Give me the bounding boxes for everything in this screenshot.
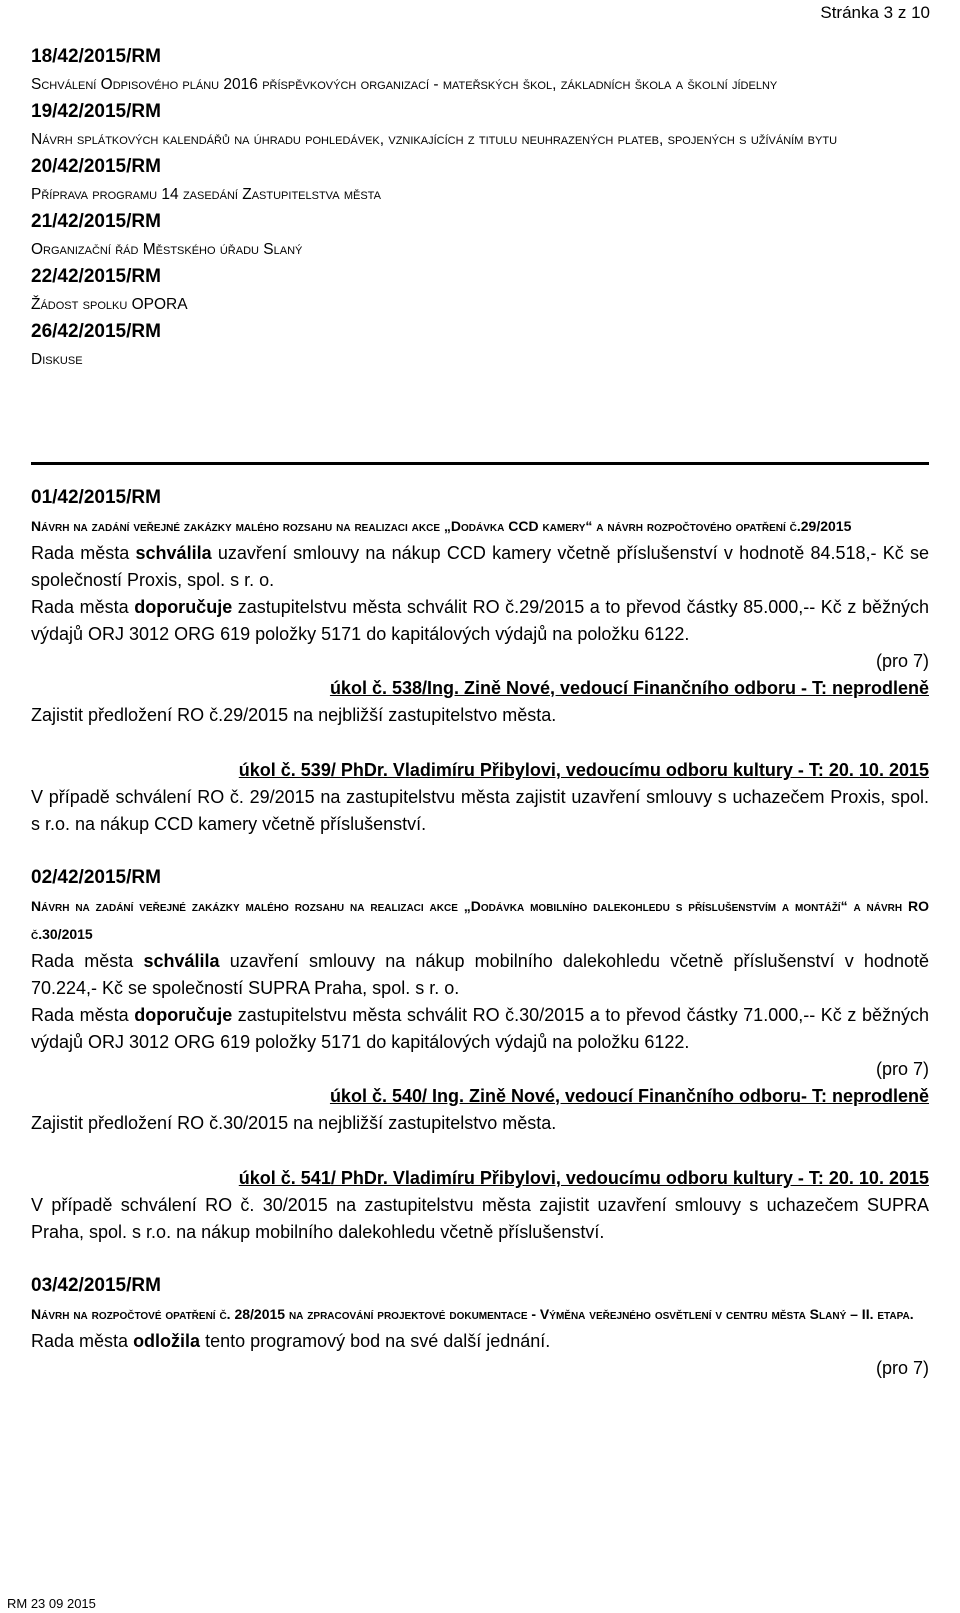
- text-span: zastupitelstvu města schválit RO č.30/2015 a to převod částky 71.000,-- Kč z běžných výdajů ORJ 3012 ORG 619 položky 5171 do kapitálových výdajů na položku 6122.: [31, 1005, 929, 1052]
- agenda-code: 21/42/2015/RM: [31, 211, 161, 232]
- decision-verb: doporučuje: [134, 597, 233, 617]
- decision-verb: schválila: [135, 543, 212, 563]
- text-span: Rada města: [31, 951, 144, 971]
- agenda-code: 26/42/2015/RM: [31, 321, 161, 342]
- text-span: Rada města: [31, 1005, 135, 1025]
- agenda-item: [31, 318, 929, 373]
- text-span: uzavření smlouvy na nákup mobilního dalekohledu včetně příslušenství v hodnotě 70.224,- Kč se společností SUPRA Praha, spol. s r. o.: [31, 951, 929, 998]
- text-span: Rada města: [31, 597, 135, 617]
- resolution-paragraph: [31, 594, 929, 648]
- resolution-section: [31, 1272, 929, 1382]
- section-divider: [31, 462, 929, 465]
- decision-verb: odložila: [133, 1331, 201, 1351]
- agenda-title: Organizační řád Městského úřadu Slaný: [31, 241, 303, 258]
- text-span: uzavření smlouvy na nákup CCD kamery včetně příslušenství v hodnotě 84.518,- Kč se společností Proxis, spol. s r. o.: [31, 543, 929, 590]
- task-header: úkol č. 541/ PhDr. Vladimíru Přibylovi, vedoucímu odboru kultury - T: 20. 10. 2015: [238, 1168, 929, 1188]
- task-text: Zajistit předložení RO č.29/2015 na nejbližší zastupitelstvo města.: [31, 705, 557, 725]
- agenda-item: [31, 208, 929, 263]
- resolution-title: Návrh na zadání veřejné zakázky malého rozsahu na realizaci akce „Dodávka mobilního dalekohledu s příslušenstvím a montáží“ a návrh RO č.30/2015: [31, 898, 929, 942]
- agenda-title: Schválení Odpisového plánu 2016 příspěvkových organizací - mateřských škol, základních škola a školní jídelny: [31, 76, 778, 93]
- resolution-paragraph: [31, 948, 929, 1002]
- agenda-item: [31, 98, 929, 153]
- vote-result: (pro 7): [875, 1059, 929, 1079]
- text-span: tento programový bod na své další jednání.: [200, 1331, 551, 1351]
- resolution-code: 03/42/2015/RM: [31, 1275, 161, 1296]
- spacer: [31, 729, 929, 757]
- resolution-code: 01/42/2015/RM: [31, 487, 161, 508]
- resolutions: [31, 484, 929, 1408]
- decision-verb: schválila: [143, 951, 220, 971]
- resolution-section: [31, 484, 929, 838]
- agenda-item: [31, 43, 929, 98]
- agenda-code: 20/42/2015/RM: [31, 156, 161, 177]
- vote-result: (pro 7): [875, 651, 929, 671]
- resolution-title: Návrh na rozpočtové opatření č. 28/2015 na zpracování projektové dokumentace - Výměna veřejného osvětlení v centru města Slaný – II. etapa.: [31, 1306, 914, 1322]
- agenda-title: Příprava programu 14 zasedání Zastupitelstva města: [31, 186, 381, 203]
- agenda-code: 22/42/2015/RM: [31, 266, 161, 287]
- task-text: Zajistit předložení RO č.30/2015 na nejbližší zastupitelstvo města.: [31, 1113, 557, 1133]
- resolution-paragraph: [31, 540, 929, 594]
- agenda-item: [31, 263, 929, 318]
- agenda-title: Žádost spolku OPORA: [31, 296, 188, 313]
- resolution-title: Návrh na zadání veřejné zakázky malého rozsahu na realizaci akce „Dodávka CCD kamery“ a návrh rozpočtového opatření č.29/2015: [31, 518, 852, 534]
- spacer: [31, 1137, 929, 1165]
- text-span: Rada města: [31, 1331, 134, 1351]
- resolution-section: [31, 864, 929, 1246]
- resolution-paragraph: [31, 1002, 929, 1056]
- footer-text: RM 23 09 2015: [7, 1596, 96, 1611]
- resolution-paragraph: [31, 1328, 929, 1355]
- agenda-list: [31, 43, 929, 373]
- text-span: Rada města: [31, 543, 136, 563]
- agenda-code: 19/42/2015/RM: [31, 101, 161, 122]
- task-header: úkol č. 539/ PhDr. Vladimíru Přibylovi, vedoucímu odboru kultury - T: 20. 10. 2015: [238, 760, 929, 780]
- agenda-code: 18/42/2015/RM: [31, 46, 161, 67]
- agenda-title: Diskuse: [31, 351, 83, 368]
- task-header: úkol č. 538/Ing. Zině Nové, vedoucí Finančního odboru - T: neprodleně: [329, 678, 929, 698]
- text-span: zastupitelstvu města schválit RO č.29/2015 a to převod částky 85.000,-- Kč z běžných výdajů ORJ 3012 ORG 619 položky 5171 do kapitálových výdajů na položku 6122.: [31, 597, 929, 644]
- agenda-item: [31, 153, 929, 208]
- task-text: V případě schválení RO č. 29/2015 na zastupitelstvu města zajistit uzavření smlouvy s uchazečem Proxis, spol. s r.o. na nákup CCD kamery včetně příslušenství.: [31, 787, 929, 834]
- vote-result: (pro 7): [875, 1358, 929, 1378]
- task-header: úkol č. 540/ Ing. Zině Nové, vedoucí Finančního odboru- T: neprodleně: [329, 1086, 929, 1106]
- agenda-title: Návrh splátkových kalendářů na úhradu pohledávek, vznikajících z titulu neuhrazených plateb, spojených s užíváním bytu: [31, 131, 838, 148]
- resolution-code: 02/42/2015/RM: [31, 867, 161, 888]
- page-number: Stránka 3 z 10: [820, 3, 930, 22]
- decision-verb: doporučuje: [134, 1005, 233, 1025]
- task-text: V případě schválení RO č. 30/2015 na zastupitelstvu města zajistit uzavření smlouvy s uchazečem SUPRA Praha, spol. s r.o. na nákup mobilního dalekohledu včetně příslušenství.: [31, 1195, 929, 1242]
